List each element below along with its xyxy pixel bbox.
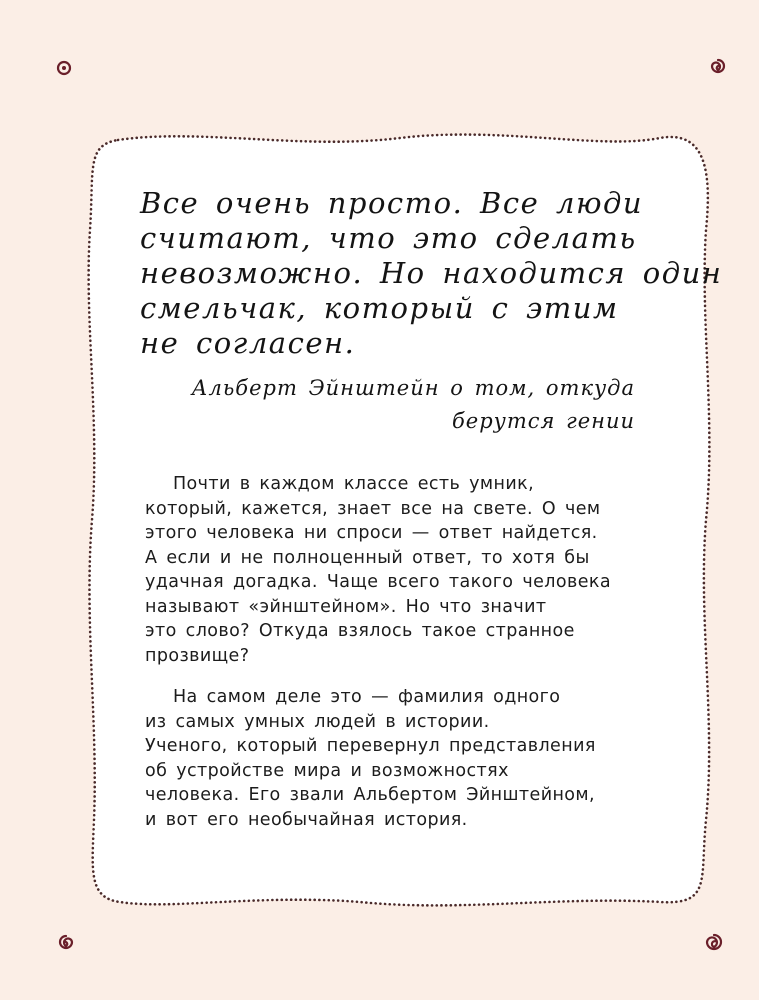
text-line: из самых умных людей в истории. [145,711,490,732]
text-line: это слово? Откуда взялось такое странное [145,621,575,641]
spiral-icon [56,932,76,952]
text-line: Ученого, который перевернул представления [145,736,596,756]
text-line: и вот его необычайная история. [145,809,468,830]
text-line: этого человека ни спроси — ответ найдется. [145,523,598,543]
text-line: прозвище? [145,645,250,666]
attribution-line: Альберт Эйнштейн о том, откуда [191,376,635,400]
text-line: На самом деле это — фамилия одного [173,687,561,707]
quote-line: считают, что это сделать [140,221,637,255]
quote-line: невозможно. Но находится один [140,256,723,290]
paragraph [145,472,645,668]
quote-attribution [135,372,635,438]
attribution-line: берутся гении [451,409,635,433]
text-line: Почти в каждом классе есть умник, [173,474,535,494]
text-line: человека. Его звали Альбертом Эйнштейном, [145,785,595,805]
paragraph [145,685,645,832]
quote-line: не согласен. [140,326,356,360]
text-line: удачная догадка. Чаще всего такого человека [145,572,611,592]
quote-line: Все очень просто. Все люди [140,186,644,220]
spiral-icon [708,56,728,76]
quote-line: смельчак, который с этим [140,291,619,325]
body-text [145,472,645,849]
text-line: об устройстве мира и возможностях [145,760,509,781]
text-line: который, кажется, знает все на свете. О чем [145,498,601,519]
text-line: А если и не полноценный ответ, то хотя бы [145,547,590,568]
spiral-icon [54,58,74,78]
epigraph-quote [140,186,723,361]
text-line: называют «эйнштейном». Но что значит [145,596,547,617]
spiral-icon [704,932,724,952]
